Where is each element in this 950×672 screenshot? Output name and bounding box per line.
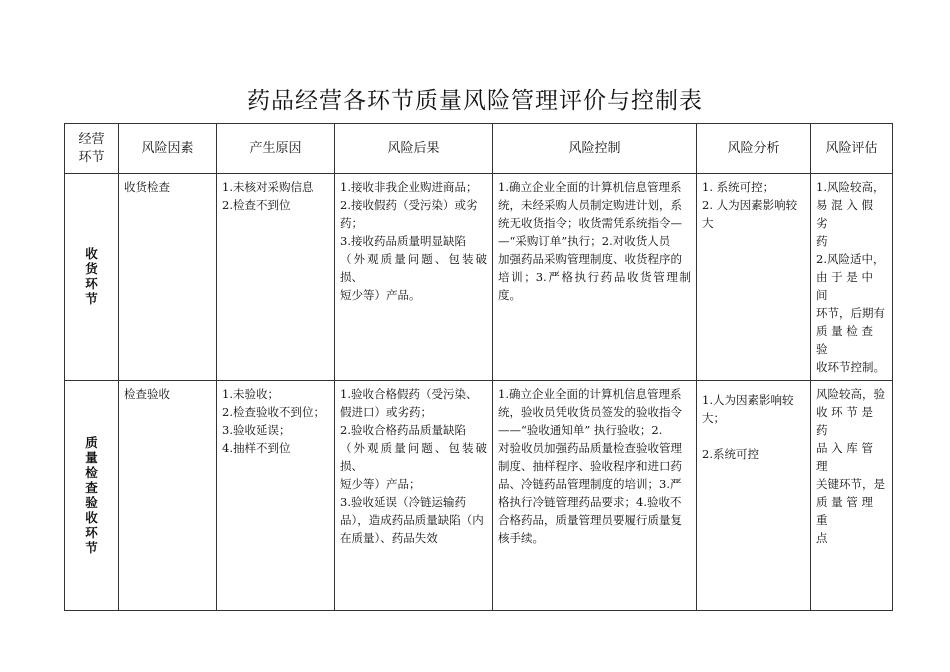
consequence-cell xyxy=(335,174,493,381)
risk-control-table xyxy=(64,123,893,611)
control-line: 统无收货指令；收货需凭系统指令— xyxy=(498,216,682,230)
factor-cell: 收货检查 xyxy=(119,174,217,381)
table-row-receiving xyxy=(65,174,893,381)
table-row-inspection xyxy=(65,381,893,611)
control-line: 培训；3.严格执行药品收货管理制度。 xyxy=(498,270,691,302)
evaluation-line: 环节，后期有 xyxy=(816,306,885,320)
evaluation-cell xyxy=(811,174,893,381)
consequence-line: 3.验收延误（冷链运输药 xyxy=(340,495,466,509)
consequence-line: 短少等）产品。 xyxy=(340,288,421,302)
stage-cell xyxy=(65,381,119,611)
control-line: 统，验收员凭收货员签发的验收指令 xyxy=(498,405,682,419)
control-line: 格执行冷链管理药品要求；4.验收不 xyxy=(498,495,682,509)
control-line: 核手续。 xyxy=(498,531,544,545)
header-stage-line2: 环节 xyxy=(78,149,105,165)
consequence-line: （外观质量问题、包装破损、 xyxy=(340,441,487,473)
page-title: 药品经营各环节质量风险管理评价与控制表 xyxy=(247,88,703,114)
consequence-line: 在质量）、药品失效 xyxy=(340,531,438,545)
control-line: 品、冷链药品管理制度的培训；3.严 xyxy=(498,477,682,491)
control-line: 加强药品采购管理制度、收货程序的 xyxy=(498,252,682,266)
header-stage-line1: 经营 xyxy=(78,131,105,147)
control-cell xyxy=(493,174,697,381)
evaluation-line: 易 混 入 假 劣 xyxy=(816,198,873,230)
analysis-cell xyxy=(697,174,811,381)
control-line: ——“验收通知单” 执行验收；2. xyxy=(498,423,663,437)
control-line: —“采购订单”执行；2.对收货人员 xyxy=(498,234,671,248)
cause-line: 3.验收延误； xyxy=(222,423,291,437)
header-analysis: 风险分析 xyxy=(697,124,811,174)
evaluation-line: 质 量 管 理 重 xyxy=(816,495,873,527)
cause-cell xyxy=(217,381,335,611)
control-line: 制度、抽样程序、验收程序和进口药 xyxy=(498,459,682,473)
header-evaluation: 风险评估 xyxy=(811,124,893,174)
consequence-line: 3.接收药品质量明显缺陷 xyxy=(340,234,466,248)
consequence-line: 1.验收合格假药（受污染、 xyxy=(340,387,478,401)
consequence-cell xyxy=(335,381,493,611)
evaluation-cell xyxy=(811,381,893,611)
control-line: 合格药品，质量管理员要履行质量复 xyxy=(498,513,682,527)
evaluation-line: 由 于 是 中 间 xyxy=(816,270,873,302)
analysis-line: 1. 系统可控； xyxy=(702,180,775,194)
header-cause: 产生原因 xyxy=(217,124,335,174)
stage-cell xyxy=(65,174,119,381)
evaluation-line: 药 xyxy=(816,234,828,248)
table-header-row xyxy=(65,124,893,174)
cause-cell xyxy=(217,174,335,381)
control-line: 1.确立企业全面的计算机信息管理系 xyxy=(498,387,682,401)
cause-line: 2.检查验收不到位； xyxy=(222,405,325,419)
analysis-cell xyxy=(697,381,811,611)
analysis-line: 大 xyxy=(702,216,714,230)
control-line: 1.确立企业全面的计算机信息管理系 xyxy=(498,180,682,194)
consequence-line: 1.接收非我企业购进商品； xyxy=(340,180,478,194)
header-control: 风险控制 xyxy=(493,124,697,174)
header-stage xyxy=(65,124,119,174)
analysis-line: 大； xyxy=(702,411,725,425)
header-factor: 风险因素 xyxy=(119,124,217,174)
header-consequence: 风险后果 xyxy=(335,124,493,174)
factor-cell: 检查验收 xyxy=(119,381,217,611)
control-line: 统，未经采购人员制定购进计划，系 xyxy=(498,198,682,212)
consequence-line: 品），造成药品质量缺陷（内 xyxy=(340,513,484,527)
cause-line: 2.检查不到位 xyxy=(222,198,291,212)
evaluation-line: 关键环节，是 xyxy=(816,477,885,491)
evaluation-line: 点 xyxy=(816,531,828,545)
analysis-line: 2.系统可控 xyxy=(702,447,759,461)
analysis-line: 1.人为因素影响较 xyxy=(702,393,794,407)
analysis-line: 2. 人为因素影响较 xyxy=(702,198,798,212)
consequence-line: 药； xyxy=(340,216,363,230)
evaluation-line: 1.风险较高， xyxy=(816,180,885,194)
evaluation-line: 质 量 检 查 验 xyxy=(816,324,873,356)
stage-label: 收货环节 xyxy=(85,246,98,306)
consequence-line: 短少等）产品； xyxy=(340,477,421,491)
consequence-line: 假进口）或劣药； xyxy=(340,405,432,419)
control-cell xyxy=(493,381,697,611)
cause-line: 1.未验收； xyxy=(222,387,279,401)
consequence-line: 2.验收合格药品质量缺陷 xyxy=(340,423,466,437)
evaluation-line: 收 环 节 是 药 xyxy=(816,405,873,437)
analysis-spacer xyxy=(702,427,805,445)
control-line: 对验收员加强药品质量检查验收管理 xyxy=(498,441,682,455)
consequence-line: 2.接收假药（受污染）或劣 xyxy=(340,198,478,212)
stage-label: 质量检查验收环节 xyxy=(85,434,98,555)
evaluation-line: 2.风险适中， xyxy=(816,252,885,266)
consequence-line: （外观质量问题、包装破损、 xyxy=(340,252,487,284)
evaluation-line: 风险较高，验 xyxy=(816,387,885,401)
evaluation-line: 品 入 库 管 理 xyxy=(816,441,873,473)
cause-line: 1.未核对采购信息 xyxy=(222,180,314,194)
evaluation-line: 收环节控制。 xyxy=(816,360,885,374)
cause-line: 4.抽样不到位 xyxy=(222,441,291,455)
